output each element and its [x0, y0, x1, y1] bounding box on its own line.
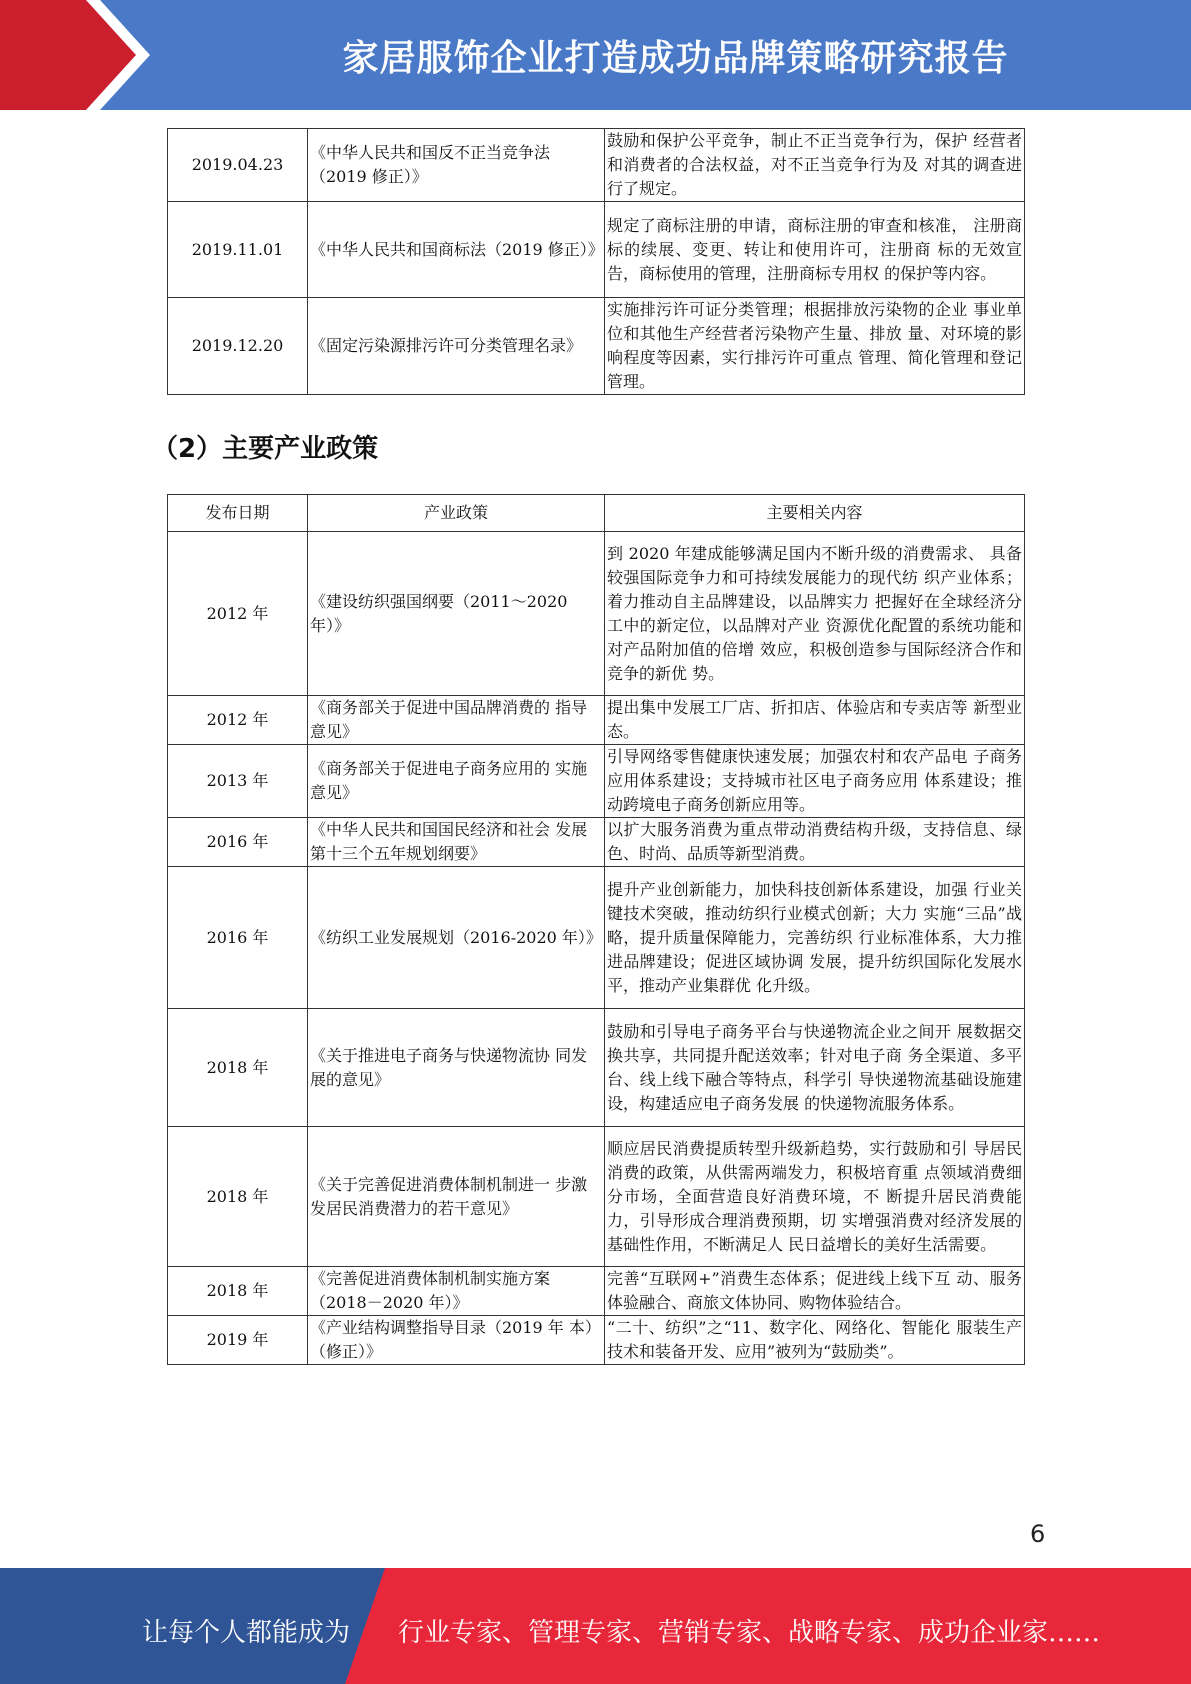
date-cell: 2016 年: [168, 867, 308, 1009]
footer-slogan-right: 行业专家、管理专家、营销专家、战略专家、成功企业家……: [398, 1618, 1101, 1648]
column-header-content: 主要相关内容: [605, 495, 1025, 532]
policy-name-cell: 《纺织工业发展规划（2016-2020 年）》: [308, 867, 605, 1009]
content-cell: 鼓励和引导电子商务平台与快递物流企业之间开 展数据交换共享，共同提升配送效率；针对电子商 务全渠道、多平台、线上线下融合等特点，科学引 导快递物流基础设施建设，构建适应电子商务发展 的快递物流服务体系。: [605, 1009, 1025, 1127]
policy-name-cell: 《中华人民共和国国民经济和社会 发展第十三个五年规划纲要》: [308, 818, 605, 867]
law-name-cell: 《固定污染源排污许可分类管理名录》: [308, 298, 605, 395]
table-row: [168, 1267, 1025, 1316]
footer-slogan-left: 让每个人都能成为: [142, 1618, 351, 1648]
table-header-row: [168, 495, 1025, 532]
report-title: 家居服饰企业打造成功品牌策略研究报告: [342, 38, 1009, 79]
table-row: [168, 1009, 1025, 1127]
column-header-policy: 产业政策: [308, 495, 605, 532]
content-cell: 完善“互联网+”消费生态体系；促进线上线下互 动、服务体验融合、商旅文体协同、购物体验结合。: [605, 1267, 1025, 1316]
law-table: [167, 128, 1025, 395]
policy-name-cell: 《完善促进消费体制机制实施方案（2018－2020 年）》: [308, 1267, 605, 1316]
date-cell: 2018 年: [168, 1127, 308, 1267]
table-row: [168, 1316, 1025, 1365]
page-number: 6: [1030, 1520, 1046, 1548]
table-row: [168, 532, 1025, 696]
policy-name-cell: 《关于推进电子商务与快递物流协 同发展的意见》: [308, 1009, 605, 1127]
law-name-cell: 《中华人民共和国反不正当竞争法（2019 修正）》: [308, 129, 605, 202]
date-cell: 2019.04.23: [168, 129, 308, 202]
table-row: [168, 745, 1025, 818]
content-cell: 实施排污许可证分类管理；根据排放污染物的企业 事业单位和其他生产经营者污染物产生量、排放 量、对环境的影响程度等因素，实行排污许可重点 管理、简化管理和登记管理。: [605, 298, 1025, 395]
column-header-date: 发布日期: [168, 495, 308, 532]
content-cell: 提出集中发展工厂店、折扣店、体验店和专卖店等 新型业态。: [605, 696, 1025, 745]
page-header: [0, 0, 1191, 110]
table-row: [168, 867, 1025, 1009]
content-cell: 顺应居民消费提质转型升级新趋势，实行鼓励和引 导居民消费的政策，从供需两端发力，积极培育重 点领域消费细分市场，全面营造良好消费环境，不 断提升居民消费能力，引导形成合理消费预期，切 实增强消费对经济发展的基础性作用，不断满足人 民日益增长的美好生活需要。: [605, 1127, 1025, 1267]
table-row: [168, 818, 1025, 867]
table-row: [168, 298, 1025, 395]
section-heading: （2）主要产业政策: [152, 434, 379, 464]
content-cell: 鼓励和保护公平竞争，制止不正当竞争行为，保护 经营者和消费者的合法权益，对不正当竞争行为及 对其的调查进行了规定。: [605, 129, 1025, 202]
chevron-decoration: [0, 0, 160, 110]
date-cell: 2012 年: [168, 696, 308, 745]
table-row: [168, 696, 1025, 745]
table-row: [168, 1127, 1025, 1267]
date-cell: 2019.11.01: [168, 202, 308, 298]
policy-table: [167, 494, 1025, 1365]
table-row: [168, 202, 1025, 298]
date-cell: 2018 年: [168, 1009, 308, 1127]
content-cell: “二十、纺织”之“11、数字化、网络化、智能化 服装生产技术和装备开发、应用”被列为“鼓励类”。: [605, 1316, 1025, 1365]
table-row: [168, 129, 1025, 202]
content-cell: 到 2020 年建成能够满足国内不断升级的消费需求、 具备较强国际竞争力和可持续发展能力的现代纺 织产业体系；着力推动自主品牌建设，以品牌实力 把握好在全球经济分工中的新定位，以品牌对产业 资源优化配置的系统功能和对产品附加值的倍增 效应，积极创造参与国际经济合作和竞争的新优 势。: [605, 532, 1025, 696]
policy-name-cell: 《商务部关于促进电子商务应用的 实施意见》: [308, 745, 605, 818]
content-cell: 引导网络零售健康快速发展；加强农村和农产品电 子商务应用体系建设；支持城市社区电子商务应用 体系建设；推动跨境电子商务创新应用等。: [605, 745, 1025, 818]
page-footer: [0, 1568, 1191, 1684]
policy-name-cell: 《商务部关于促进中国品牌消费的 指导意见》: [308, 696, 605, 745]
policy-name-cell: 《产业结构调整指导目录（2019 年 本）（修正）》: [308, 1316, 605, 1365]
date-cell: 2013 年: [168, 745, 308, 818]
date-cell: 2016 年: [168, 818, 308, 867]
content-cell: 规定了商标注册的申请，商标注册的审查和核准， 注册商标的续展、变更、转让和使用许可，注册商 标的无效宣告，商标使用的管理，注册商标专用权 的保护等内容。: [605, 202, 1025, 298]
date-cell: 2018 年: [168, 1267, 308, 1316]
date-cell: 2019.12.20: [168, 298, 308, 395]
law-name-cell: 《中华人民共和国商标法（2019 修正）》: [308, 202, 605, 298]
content-cell: 以扩大服务消费为重点带动消费结构升级，支持信息、绿色、时尚、品质等新型消费。: [605, 818, 1025, 867]
policy-name-cell: 《建设纺织强国纲要（2011～2020 年）》: [308, 532, 605, 696]
date-cell: 2012 年: [168, 532, 308, 696]
content-cell: 提升产业创新能力，加快科技创新体系建设，加强 行业关键技术突破，推动纺织行业模式创新；大力 实施“三品”战略，提升质量保障能力，完善纺织 行业标准体系，大力推进品牌建设；促进区域协调 发展，提升纺织国际化发展水平，推动产业集群优 化升级。: [605, 867, 1025, 1009]
date-cell: 2019 年: [168, 1316, 308, 1365]
policy-name-cell: 《关于完善促进消费体制机制进一 步激发居民消费潜力的若干意见》: [308, 1127, 605, 1267]
